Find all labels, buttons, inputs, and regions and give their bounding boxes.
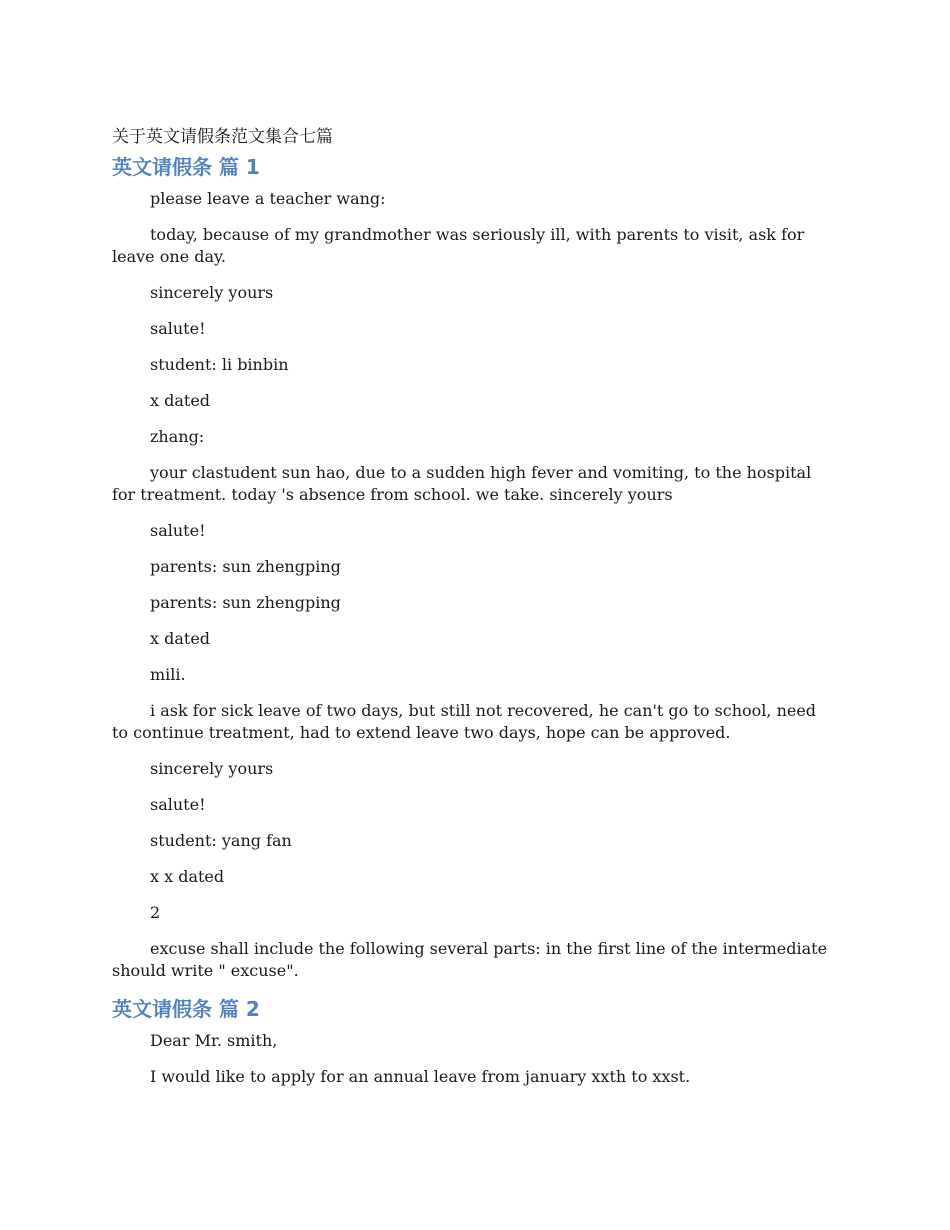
paragraph: 2 bbox=[150, 903, 161, 922]
paragraph: sincerely yours bbox=[150, 759, 274, 778]
paragraph: i ask for sick leave of two days, but still not recovered, he can't go to school, need to continue treatment, had to extend leave two days, hope can be approved. bbox=[112, 701, 817, 742]
section-heading: 英文请假条 篇 2 bbox=[112, 997, 260, 1021]
paragraph: I would like to apply for an annual leave from january xxth to xxst. bbox=[150, 1067, 691, 1086]
paragraph: student: li binbin bbox=[150, 355, 289, 374]
section-2 bbox=[112, 996, 836, 1088]
paragraph: your clastudent sun hao, due to a sudden high fever and vomiting, to the hospital for treatment. today 's absence from school. we take. sincerely yours bbox=[112, 463, 812, 504]
paragraph: parents: sun zhengping bbox=[150, 557, 341, 576]
paragraph: please leave a teacher wang: bbox=[150, 189, 386, 208]
paragraph: sincerely yours bbox=[150, 283, 274, 302]
paragraph: mili. bbox=[150, 665, 186, 684]
paragraph: parents: sun zhengping bbox=[150, 593, 341, 612]
paragraph: salute! bbox=[150, 795, 206, 814]
paragraph: x dated bbox=[150, 629, 211, 648]
paragraph: today, because of my grandmother was seriously ill, with parents to visit, ask for leave one day. bbox=[112, 225, 805, 266]
document-page bbox=[112, 124, 836, 1102]
paragraph: Dear Mr. smith, bbox=[150, 1031, 278, 1050]
paragraph: zhang: bbox=[150, 427, 205, 446]
paragraph: salute! bbox=[150, 521, 206, 540]
section-1 bbox=[112, 154, 836, 982]
paragraph: salute! bbox=[150, 319, 206, 338]
section-heading: 英文请假条 篇 1 bbox=[112, 155, 260, 179]
paragraph: student: yang fan bbox=[150, 831, 292, 850]
paragraph: x dated bbox=[150, 391, 211, 410]
paragraph: excuse shall include the following several parts: in the first line of the intermediate should write " excuse". bbox=[112, 939, 828, 980]
document-title: 关于英文请假条范文集合七篇 bbox=[112, 127, 333, 147]
paragraph: x x dated bbox=[150, 867, 225, 886]
